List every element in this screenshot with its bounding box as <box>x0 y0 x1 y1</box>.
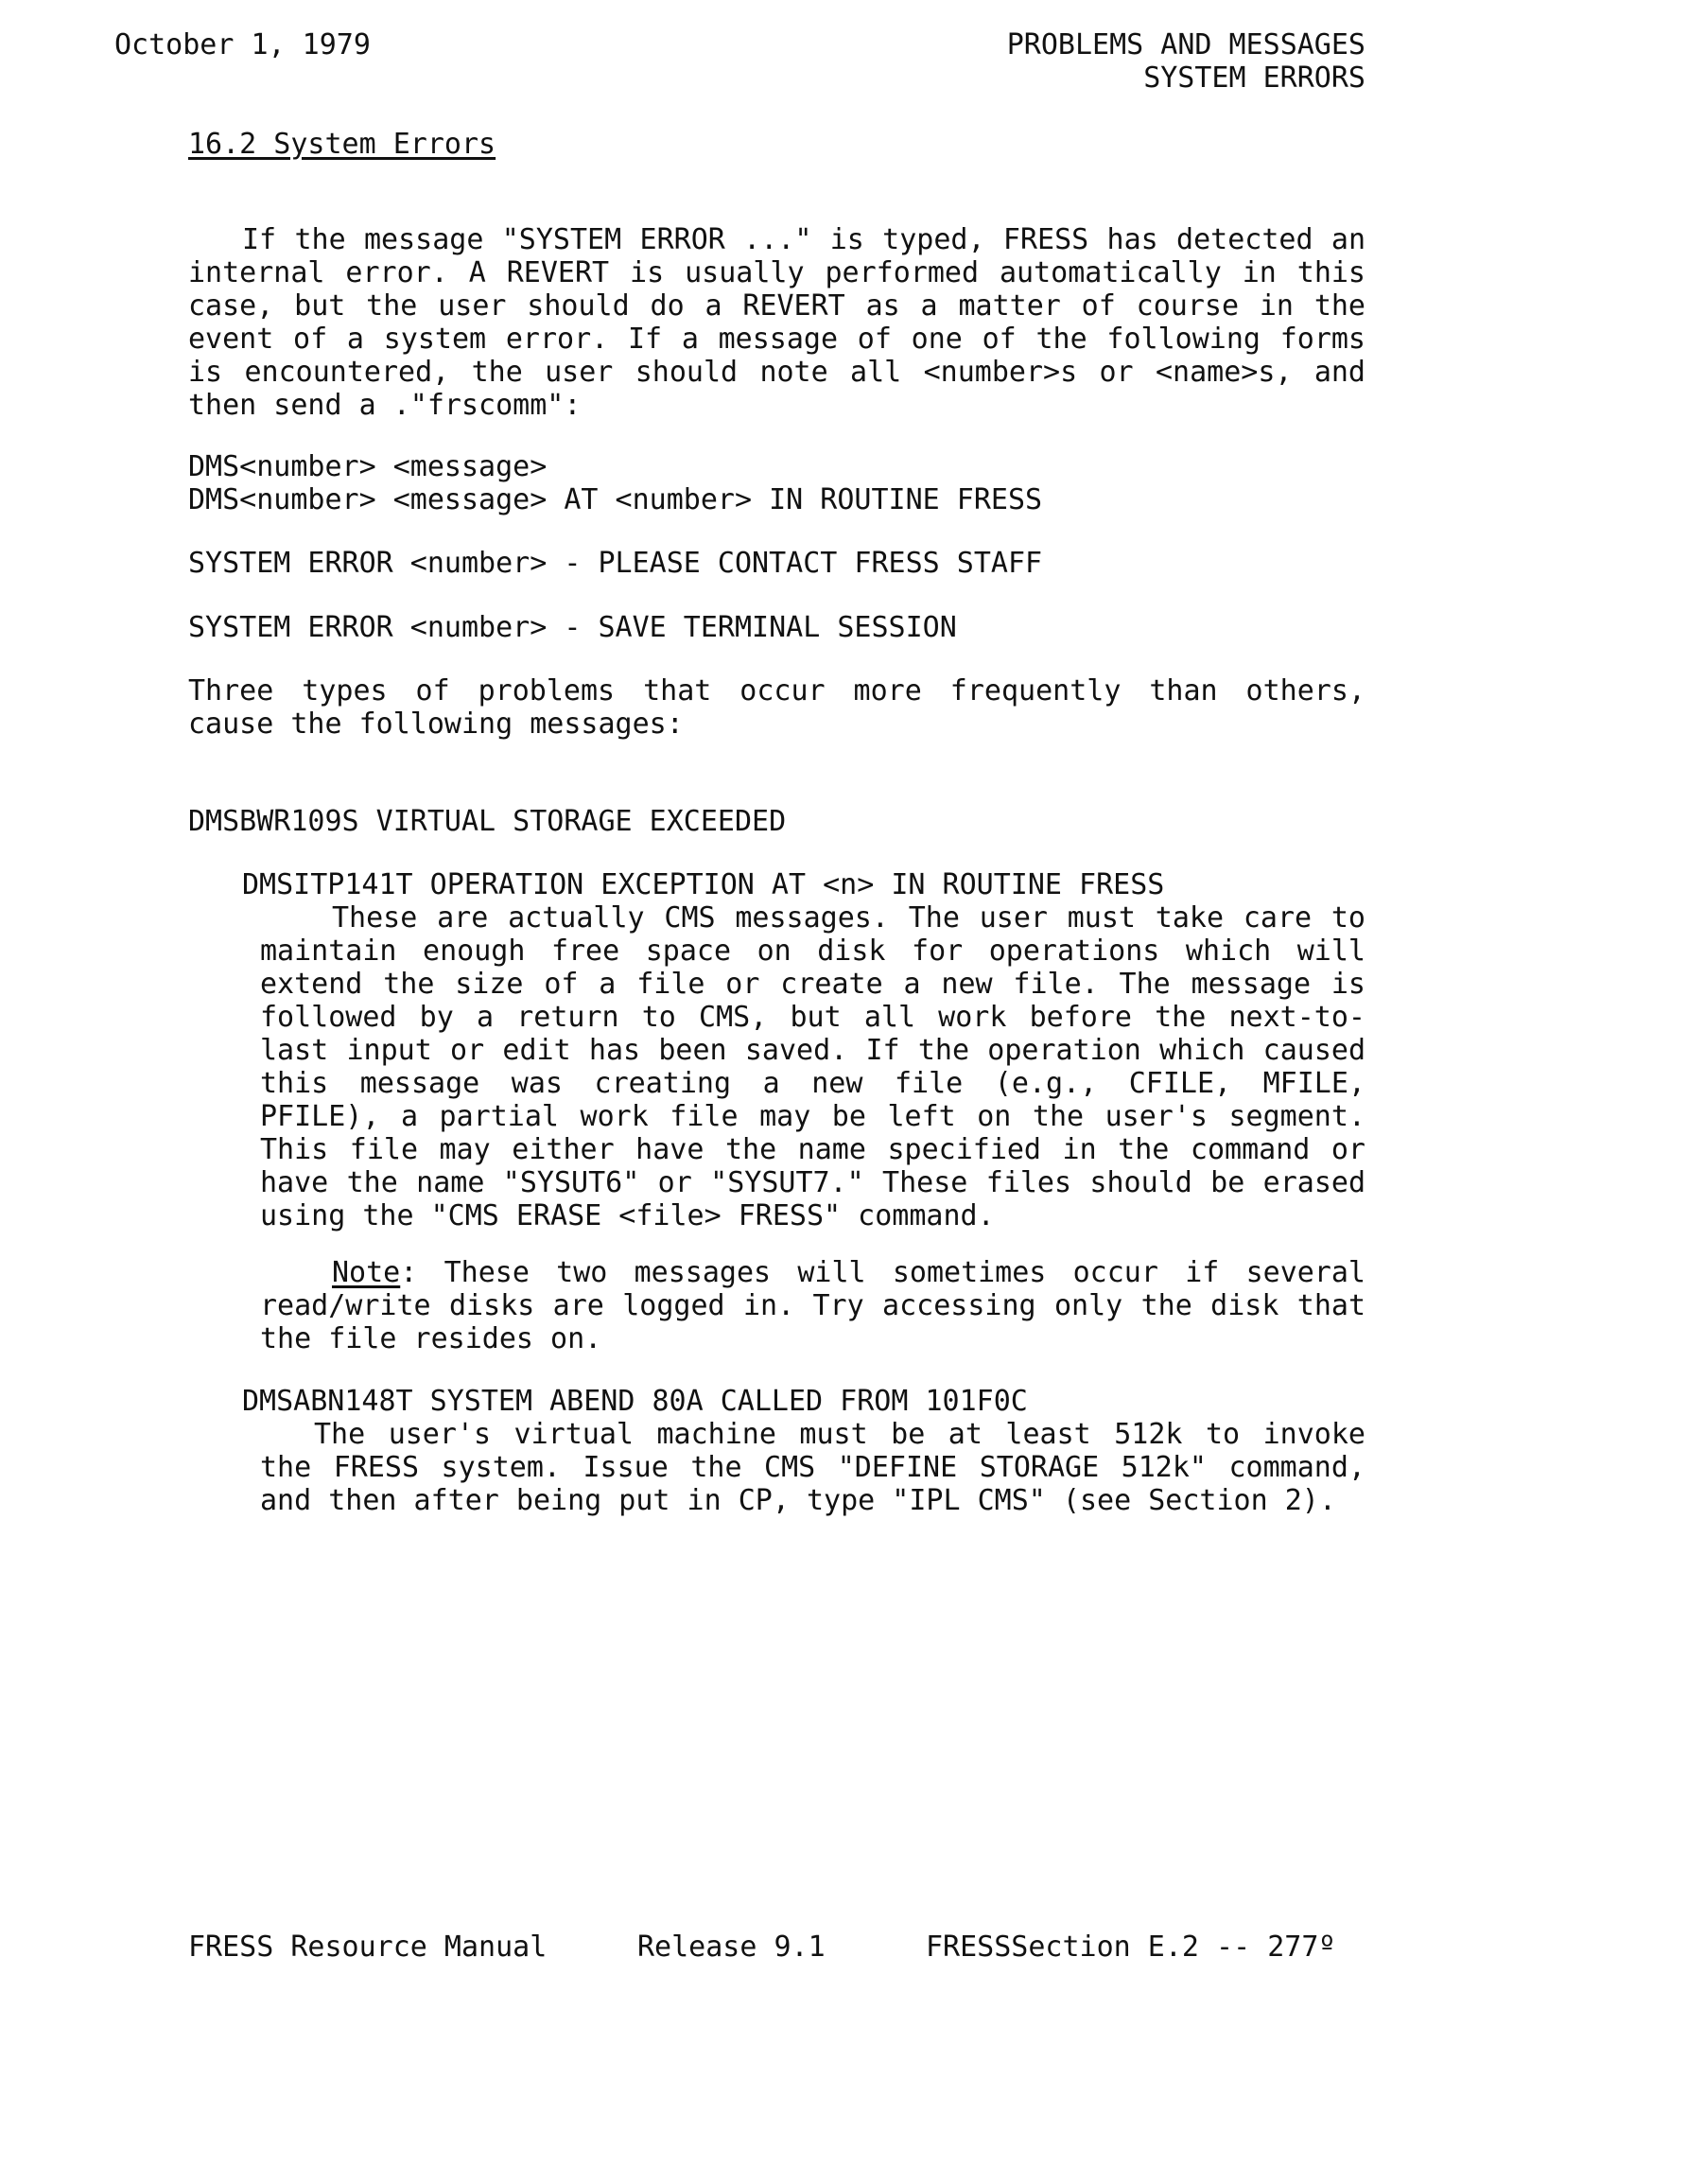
footer-release: Release 9.1 <box>637 1931 826 1964</box>
header-chapter: PROBLEMS AND MESSAGES <box>1006 28 1365 61</box>
message-system-abend-description: The user's virtual machine must be at least 512k to invoke the FRESS system. Issue the CMS "DEFINE STORAGE 512k" command, and then after being put in CP, type "IPL CMS" (see Section 2). <box>260 1418 1365 1517</box>
note-text: : These two messages will sometimes occur if several read/write disks are logged in. Try accessing only the disk that the file resides on. <box>260 1256 1365 1355</box>
footer-manual: FRESS Resource Manual <box>188 1931 548 1964</box>
header-section: SYSTEM ERRORS <box>1143 61 1365 95</box>
message-operation-exception-description: These are actually CMS messages. The user must take care to maintain enough free space on disk for operations which will extend the size of a file or create a new file. The message is followed by a return to CMS, but all work before the next-to-last input or edit has been saved. If the operation which caused this message was creating a new file (e.g., CFILE, MFILE, PFILE), a partial work file may be left on the user's segment. This file may either have the name specified in the command or have the name "SYSUT6" or "SYSUT7." These files should be erased using the "CMS ERASE <file> FRESS" command. <box>260 901 1365 1232</box>
note-label: Note <box>332 1256 401 1289</box>
section-title: 16.2 System Errors <box>188 128 496 161</box>
message-system-abend: DMSABN148T SYSTEM ABEND 80A CALLED FROM 101F0C <box>242 1385 1028 1418</box>
message-form: SYSTEM ERROR <number> - PLEASE CONTACT FRESS STAFF <box>188 547 1043 580</box>
header-date: October 1, 1979 <box>114 28 371 61</box>
message-operation-exception: DMSITP141T OPERATION EXCEPTION AT <n> IN ROUTINE FRESS <box>242 868 1165 901</box>
footer-page-ref: FRESSSection E.2 -- 277º <box>926 1931 1336 1964</box>
message-virtual-storage: DMSBWR109S VIRTUAL STORAGE EXCEEDED <box>188 805 787 838</box>
intro-paragraph: If the message "SYSTEM ERROR ..." is typed, FRESS has detected an internal error. A REVERT is usually performed automatically in this case, but the user should do a REVERT as a matter of course in the event of a system error. If a message of one of the following forms is encountered, the user should note all <number>s or <name>s, and then send a ."frscomm": <box>188 223 1365 422</box>
message-form: DMS<number> <message> <box>188 450 548 483</box>
message-form: DMS<number> <message> AT <number> IN ROUTINE FRESS <box>188 483 1043 516</box>
note-paragraph <box>260 1256 1365 1355</box>
message-form: SYSTEM ERROR <number> - SAVE TERMINAL SESSION <box>188 611 957 644</box>
three-types-paragraph: Three types of problems that occur more frequently than others, cause the following messages: <box>188 674 1365 741</box>
